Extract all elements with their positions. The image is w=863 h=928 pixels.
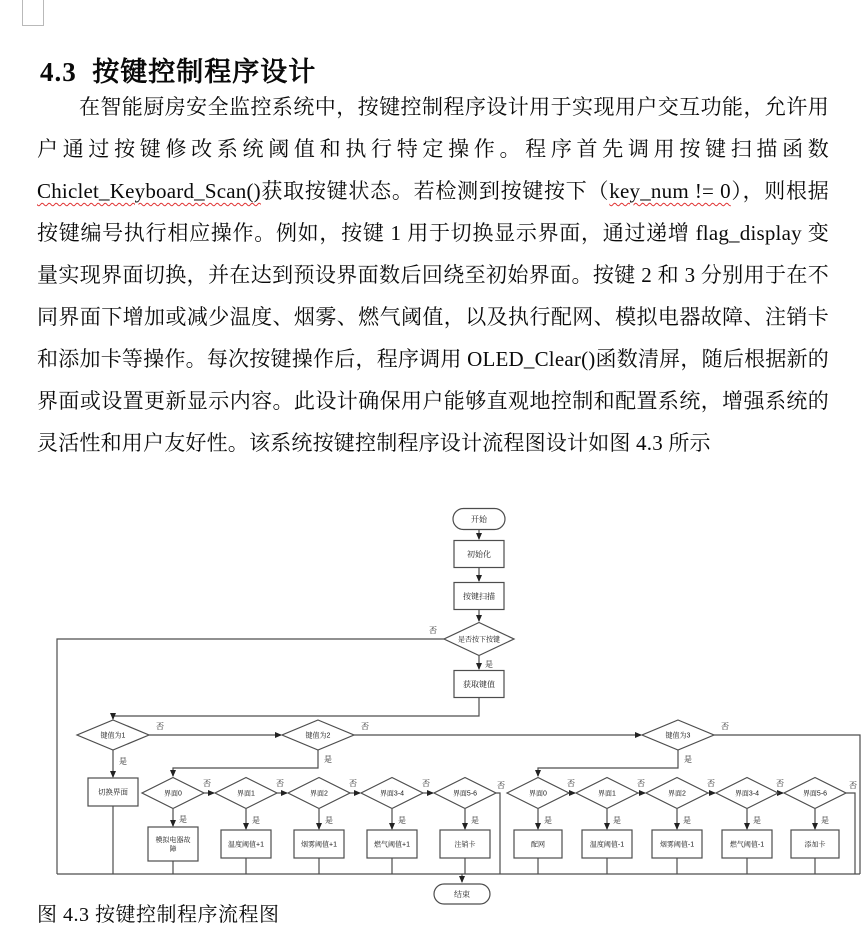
- flow-node-label: 键值为2: [305, 732, 331, 740]
- flow-node-label: 配网: [531, 841, 545, 849]
- flow-node-label: 结束: [454, 889, 470, 899]
- flow-edge-label: 否: [422, 779, 430, 788]
- flow-node-label: 切换界面: [98, 787, 128, 797]
- flow-edge-key2-yes: [173, 750, 332, 776]
- flow-edge-l-screen0-yes: [173, 809, 187, 826]
- flow-edge-label: 否: [497, 781, 505, 790]
- flow-node-l-screen1: [215, 778, 277, 809]
- flow-edge-label: 是: [252, 816, 260, 825]
- flow-edge-label: 是: [179, 815, 187, 824]
- flow-edge-r-screen1-no: [637, 779, 645, 793]
- flow-edge-l-screen1-yes: [246, 809, 260, 829]
- flow-node-temp-threshold-minus1: [582, 830, 632, 858]
- flow-node-end: [434, 884, 490, 904]
- flow-node-label: 添加卡: [804, 841, 826, 849]
- paragraph-segment: 获取按键状态。若检测到按键按下（: [260, 179, 610, 203]
- flow-node-label: 障: [169, 846, 177, 853]
- flow-edge-r-screen3-4-yes: [747, 809, 761, 829]
- flow-node-r-screen1: [576, 778, 638, 809]
- flow-edge-label: 否: [349, 779, 357, 788]
- flow-edge-l-screen2-yes: [319, 809, 333, 829]
- flow-edge-label: 否: [567, 779, 575, 788]
- flow-edge-key3-yes: [538, 750, 692, 776]
- flow-node-l-screen3-4: [361, 778, 423, 809]
- flow-edge-r-screen2-no: [707, 779, 715, 793]
- flow-node-key-scan: [454, 583, 504, 610]
- flow-node-label: 界面5-6: [802, 790, 828, 798]
- flow-node-label: 界面1: [598, 790, 616, 798]
- figure-caption: 图 4.3 按键控制程序流程图: [37, 904, 280, 926]
- flow-edge-getkey-to-key1: [113, 698, 479, 719]
- flow-node-smoke-threshold-plus1: [294, 830, 344, 858]
- flow-node-l-screen0: [142, 778, 204, 809]
- flow-edge-r-screen1-yes: [607, 809, 621, 829]
- flow-node-label: 界面3-4: [734, 790, 760, 798]
- flow-node-label: 界面2: [310, 790, 328, 798]
- flow-node-label: 键值为1: [100, 732, 126, 740]
- flow-edge-label: 否: [276, 779, 284, 788]
- flow-edge-r-screen2-yes: [677, 809, 691, 829]
- flow-node-key3: [642, 720, 714, 750]
- flow-edge-label: 否: [637, 779, 645, 788]
- flow-node-label: 开始: [471, 514, 487, 524]
- flow-edge-label: 否: [721, 722, 729, 731]
- flow-edge-label: 是: [324, 755, 332, 764]
- flow-node-label: 燃气阈值-1: [729, 841, 765, 849]
- flow-node-temp-threshold-plus1: [221, 830, 271, 858]
- section-heading: 4.3 按键控制程序设计: [40, 57, 317, 88]
- flow-node-key2: [282, 720, 354, 750]
- flow-edge-label: 是: [325, 816, 333, 825]
- flow-node-l-screen2: [288, 778, 350, 809]
- flow-edge-l-screen0-no: [203, 779, 214, 793]
- flow-node-label: 燃气阈值+1: [374, 841, 410, 849]
- flow-node-r-screen3-4: [716, 778, 778, 809]
- flow-node-label: 界面0: [164, 790, 182, 798]
- flow-edge-key1-no: [149, 722, 281, 735]
- paragraph-segment: 在智能厨房安全监控系统中，按键控制程序设计用于实现用户交互功能，允许用户通过按键修改系统阈值和执行特定操作。程序首先调用按键扫描函数: [37, 95, 829, 161]
- flow-node-label: 界面2: [668, 790, 686, 798]
- flow-edge-label: 是: [471, 816, 479, 825]
- flow-edge-label: 否: [429, 626, 437, 635]
- flow-edge-l-screen3-4-no: [422, 779, 433, 793]
- flow-node-key1: [77, 720, 149, 750]
- flow-node-label: 键值为3: [665, 732, 691, 740]
- flow-node-start: [453, 509, 505, 530]
- flow-edge-label: 是: [544, 816, 552, 825]
- flow-edge-r-screen0-yes: [538, 809, 552, 829]
- flow-node-r-screen5-6: [784, 778, 846, 809]
- flow-edge-l-screen5-6-yes: [465, 809, 479, 829]
- flow-node-label: 温度阈值-1: [589, 841, 625, 849]
- flow-edge-label: 是: [119, 757, 127, 766]
- flow-edge-label: 是: [398, 816, 406, 825]
- flow-node-label: 界面5-6: [452, 790, 478, 798]
- flow-node-label: 初始化: [467, 549, 491, 559]
- flow-node-label: 界面3-4: [379, 790, 405, 798]
- flow-node-label: 温度阈值+1: [228, 841, 264, 849]
- flow-edge-label: 否: [707, 779, 715, 788]
- flow-node-label: 界面1: [237, 790, 255, 798]
- flow-edge-label: 否: [203, 779, 211, 788]
- flow-node-switch-screen: [88, 778, 138, 806]
- flow-node-label: 模拟电器故: [155, 837, 191, 844]
- flow-edge-l-screen5-6-no: [496, 781, 505, 874]
- flow-node-add-card: [791, 830, 839, 858]
- flow-edge-label: 否: [156, 722, 164, 731]
- flow-edge-r-screen3-4-no: [776, 779, 784, 793]
- flow-node-init: [454, 541, 504, 568]
- flow-edge-label: 是: [613, 816, 621, 825]
- flow-edge-r-screen5-6-no: [846, 781, 857, 874]
- flow-node-label: 注销卡: [454, 841, 476, 849]
- flow-edge-label: 是: [821, 816, 829, 825]
- flow-edge-label: 否: [361, 722, 369, 731]
- flow-node-label: 是否按下按键: [458, 636, 500, 644]
- flow-node-sim-appliance-fault: [148, 827, 198, 861]
- flow-node-label: 按键扫描: [463, 591, 495, 601]
- paragraph-segment: Chiclet_Keyboard_Scan(): [37, 179, 261, 203]
- flow-node-r-screen2: [646, 778, 708, 809]
- flow-edge-key1-yes: [113, 750, 127, 777]
- paragraph-segment: key_num != 0: [609, 179, 731, 203]
- flow-edge-l-screen2-no: [349, 779, 360, 793]
- flow-edge-label: 否: [776, 779, 784, 788]
- flow-node-label: 烟雾阈值-1: [659, 841, 695, 849]
- flow-edge-label: 是: [683, 816, 691, 825]
- flow-edge-label: 是: [753, 816, 761, 825]
- flow-edge-press-yes: [479, 656, 493, 669]
- flow-node-r-screen0: [507, 778, 569, 809]
- flow-node-gas-threshold-minus1: [722, 830, 772, 858]
- flow-edge-label: 是: [684, 755, 692, 764]
- flow-node-label: 获取键值: [463, 679, 495, 689]
- flow-node-get-key: [454, 671, 504, 698]
- flow-node-network-config: [514, 830, 562, 858]
- flow-edge-key2-no: [354, 722, 641, 735]
- flow-node-label: 烟雾阈值+1: [301, 841, 337, 849]
- flow-node-label: 界面0: [529, 790, 547, 798]
- flow-edge-l-screen3-4-yes: [392, 809, 406, 829]
- flow-node-gas-threshold-plus1: [367, 830, 417, 858]
- flow-edge-label: 否: [849, 781, 857, 790]
- flow-edge-label: 是: [485, 660, 493, 669]
- flow-node-logout-card: [440, 830, 490, 858]
- paragraph-segment: ），则根据按键编号执行相应操作。例如，按键 1 用于切换显示界面，通过递增 flag_display 变量实现界面切换，并在达到预设界面数后回绕至初始界面。按键 2 和 3 分别用于在不同界面下增加或减少温度、烟雾、燃气阈值，以及执行配网、模拟电器故障、注销卡和添加卡等操作。每次按键操作后，程序调用 OLED_Clear()函数清屏，随后根据新的界面或设置更新显示内容。此设计确保用户能够直观地控制和配置系统，增强系统的灵活性和用户友好性。该系统按键控制程序设计流程图设计如图 4.3 所示: [37, 179, 829, 455]
- flow-edge-r-screen5-6-yes: [815, 809, 829, 829]
- flow-node-smoke-threshold-minus1: [652, 830, 702, 858]
- flow-node-l-screen5-6: [434, 778, 496, 809]
- flow-edge-r-screen0-no: [567, 779, 575, 793]
- flow-node-key-pressed: [444, 623, 514, 656]
- flow-edge-l-screen1-no: [276, 779, 287, 793]
